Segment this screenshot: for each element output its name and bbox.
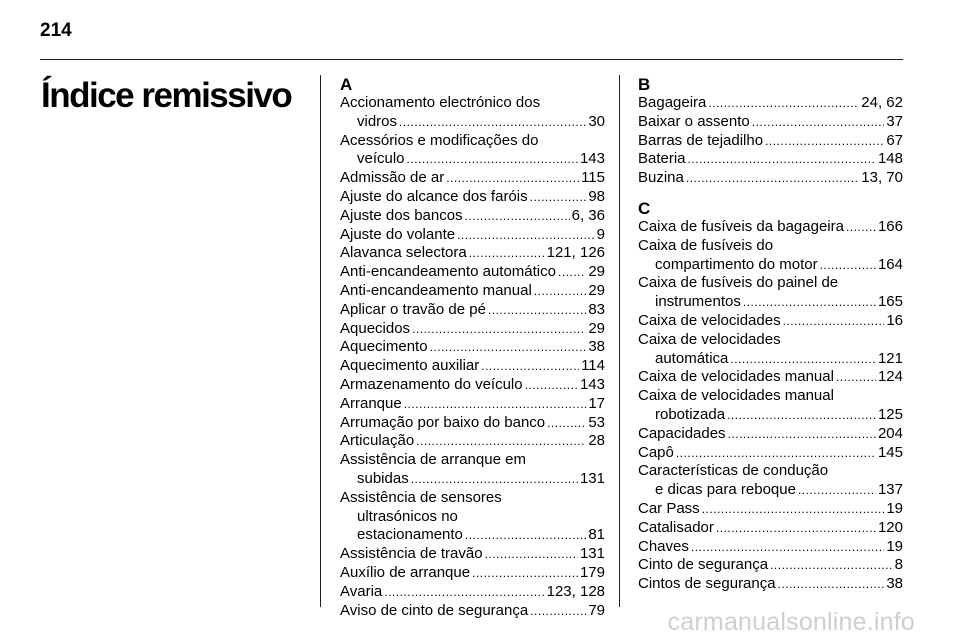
index-term: Assistência de travão	[340, 545, 483, 563]
dot-leader	[416, 432, 586, 451]
page-reference: 16	[886, 311, 903, 329]
index-entry	[340, 564, 605, 583]
index-entry	[638, 218, 903, 237]
page-reference: 120	[877, 518, 903, 536]
index-term: Caixa de fusíveis da bagageira	[638, 217, 844, 235]
index-term: Caixa de fusíveis do	[638, 236, 774, 254]
index-entry-line	[340, 320, 605, 339]
index-term: Aquecimento	[340, 338, 428, 356]
page-reference: 121	[877, 349, 903, 367]
index-entry	[638, 444, 903, 463]
index-entry	[638, 538, 903, 557]
index-entry	[638, 368, 903, 387]
index-term: Caixa de velocidades	[638, 311, 781, 329]
index-entry	[638, 500, 903, 519]
index-entry	[638, 169, 903, 188]
index-entry	[340, 301, 605, 320]
index-entry-line	[340, 451, 605, 470]
page-reference: 123, 128	[546, 582, 605, 600]
index-term: Aquecidos	[340, 319, 411, 337]
index-entry-line	[340, 94, 605, 113]
index-entry	[340, 338, 605, 357]
index-entry-line	[340, 564, 605, 583]
index-entry-line	[340, 207, 605, 226]
index-entry	[340, 169, 605, 188]
page-reference: 121, 126	[546, 244, 605, 262]
index-entry-line	[340, 508, 605, 527]
index-term: Articulação	[340, 432, 415, 450]
index-entry	[340, 414, 605, 433]
page-reference: 8	[894, 556, 903, 574]
index-term: Assistência de arranque em	[340, 451, 526, 469]
dot-leader	[485, 545, 578, 564]
index-term: Auxílio de arranque	[340, 563, 471, 581]
index-entry	[638, 556, 903, 575]
index-term: subidas	[357, 469, 409, 487]
column-divider-left	[320, 75, 321, 607]
index-term: instrumentos	[655, 293, 741, 311]
index-term: Assistência de sensores	[340, 488, 502, 506]
index-entry-line	[340, 357, 605, 376]
dot-leader	[783, 312, 885, 331]
index-term: compartimento do motor	[655, 255, 818, 273]
page-reference: 53	[588, 413, 605, 431]
index-term: Arrumação por baixo do banco	[340, 413, 546, 431]
index-term: Accionamento electrónico dos	[340, 94, 541, 111]
page-reference: 114	[581, 357, 605, 375]
page-reference: 148	[877, 150, 903, 168]
dot-leader	[708, 94, 859, 113]
index-term: Ajuste do volante	[340, 225, 456, 243]
page-reference: 38	[588, 338, 605, 356]
index-entry-line	[638, 575, 903, 594]
dot-leader	[820, 256, 876, 275]
index-entry-line	[638, 481, 903, 500]
index-entry-line	[340, 244, 605, 263]
index-entry-line	[638, 387, 903, 406]
index-entry-line	[340, 150, 605, 169]
index-entry-line	[638, 218, 903, 237]
dot-leader	[430, 338, 587, 357]
page-reference: 124	[877, 368, 903, 386]
index-term: Avaria	[340, 582, 383, 600]
index-term: Aplicar o travão de pé	[340, 300, 486, 318]
index-entry	[340, 432, 605, 451]
page-reference: 67	[886, 131, 903, 149]
index-entry-line	[638, 444, 903, 463]
index-entry-line	[340, 113, 605, 132]
index-entry-line	[638, 169, 903, 188]
index-entry-line	[340, 263, 605, 282]
page-reference: 98	[588, 187, 605, 205]
index-term: Chaves	[638, 537, 689, 555]
index-entry	[638, 94, 903, 113]
dot-leader	[743, 293, 876, 312]
index-entry-line	[340, 301, 605, 320]
index-entry-line	[340, 545, 605, 564]
index-entry-line	[638, 500, 903, 519]
index-term: vidros	[357, 112, 398, 130]
index-term: Anti-encandeamento manual	[340, 281, 532, 299]
dot-leader	[412, 320, 586, 339]
page-number: 214	[40, 20, 72, 41]
index-entry	[638, 113, 903, 132]
index-term: Caixa de fusíveis do painel de	[638, 274, 839, 292]
dot-leader	[836, 368, 876, 387]
index-entry-line	[340, 338, 605, 357]
index-entry	[340, 226, 605, 245]
index-term: Armazenamento do veículo	[340, 375, 523, 393]
index-entry	[638, 132, 903, 151]
index-term: Car Pass	[638, 499, 700, 517]
index-entry	[340, 376, 605, 395]
page-reference: 29	[588, 263, 605, 281]
page-reference: 38	[886, 575, 903, 593]
index-entry-line	[638, 312, 903, 331]
index-entry	[340, 489, 605, 545]
index-list-c	[638, 218, 903, 594]
index-entry-line	[638, 556, 903, 575]
index-entry	[638, 274, 903, 312]
index-term: veículo	[357, 150, 405, 168]
page-reference: 125	[877, 405, 903, 423]
index-entry	[340, 357, 605, 376]
dot-leader	[404, 395, 587, 414]
page-reference: 179	[579, 563, 605, 581]
index-entry	[638, 331, 903, 369]
page-reference: 145	[877, 443, 903, 461]
index-entry	[638, 519, 903, 538]
index-term: automática	[655, 349, 729, 367]
index-entry-line	[638, 331, 903, 350]
page-reference: 29	[588, 281, 605, 299]
dot-leader	[691, 538, 884, 557]
page-reference: 19	[886, 499, 903, 517]
index-term: robotizada	[655, 405, 726, 423]
page-reference: 143	[579, 375, 605, 393]
index-entry	[340, 602, 605, 621]
dot-leader	[686, 169, 859, 188]
index-term: Ajuste do alcance dos faróis	[340, 187, 528, 205]
index-entry-line	[638, 425, 903, 444]
section-letter-c: C	[638, 198, 651, 218]
page-reference: 143	[579, 150, 605, 168]
page-reference: 164	[877, 255, 903, 273]
dot-leader	[407, 150, 578, 169]
page-reference: 115	[581, 169, 605, 187]
index-entry	[638, 575, 903, 594]
index-entry-line	[340, 526, 605, 545]
index-entry-line	[638, 150, 903, 169]
page-reference: 131	[579, 545, 605, 563]
dot-leader	[481, 357, 579, 376]
dot-leader	[778, 575, 885, 594]
index-entry-line	[638, 132, 903, 151]
index-term: Bagageira	[638, 94, 707, 111]
index-entry	[340, 545, 605, 564]
page-reference: 37	[886, 112, 903, 130]
dot-leader	[730, 350, 876, 369]
dot-leader	[525, 376, 578, 395]
dot-leader	[530, 188, 587, 207]
dot-leader	[728, 425, 876, 444]
page-reference: 166	[877, 217, 903, 235]
section-letter-b: B	[638, 75, 651, 94]
index-term: Catalisador	[638, 518, 714, 536]
index-entry	[340, 451, 605, 489]
index-term: e dicas para reboque	[655, 481, 796, 499]
index-entry-line	[638, 256, 903, 275]
page-reference: 137	[877, 481, 903, 499]
index-list-b	[638, 94, 903, 188]
watermark: carmanualsonline.info	[667, 608, 915, 636]
index-term: Cinto de segurança	[638, 556, 769, 574]
index-entry	[340, 263, 605, 282]
page-reference: 9	[596, 225, 605, 243]
index-entry-line	[638, 350, 903, 369]
dot-leader	[688, 150, 876, 169]
index-entry	[638, 462, 903, 500]
dot-leader	[798, 481, 876, 500]
page-reference: 30	[588, 112, 605, 130]
index-entry-line	[340, 489, 605, 508]
index-entry-line	[638, 406, 903, 425]
dot-leader	[399, 113, 586, 132]
dot-leader	[530, 602, 586, 621]
index-term: Acessórios e modificações do	[340, 131, 539, 149]
index-entry-line	[638, 519, 903, 538]
index-entry-line	[340, 470, 605, 489]
dot-leader	[765, 132, 884, 151]
page-reference: 83	[588, 300, 605, 318]
page-reference: 204	[877, 424, 903, 442]
index-entry-line	[340, 602, 605, 621]
dot-leader	[446, 169, 579, 188]
page-reference: 28	[588, 432, 605, 450]
index-term: Buzina	[638, 169, 684, 187]
index-entry-line	[638, 462, 903, 481]
dot-leader	[469, 244, 545, 263]
page-reference: 131	[579, 469, 605, 487]
index-term: Características de condução	[638, 462, 829, 480]
dot-leader	[384, 583, 544, 602]
index-term: Caixa de velocidades manual	[638, 387, 834, 405]
dot-leader	[676, 444, 876, 463]
index-term: Caixa de velocidades manual	[638, 368, 834, 386]
index-entry	[340, 132, 605, 170]
index-term: Barras de tejadilho	[638, 131, 764, 149]
index-entry	[340, 320, 605, 339]
dot-leader	[472, 564, 578, 583]
index-entry-line	[340, 282, 605, 301]
index-term: Admissão de ar	[340, 169, 445, 187]
header-rule	[40, 59, 903, 60]
index-term: Aviso de cinto de segurança	[340, 601, 529, 619]
index-term: Bateria	[638, 150, 686, 168]
index-entry-line	[340, 414, 605, 433]
dot-leader	[770, 556, 893, 575]
index-term: Ajuste dos bancos	[340, 206, 463, 224]
dot-leader	[411, 470, 578, 489]
index-entry-line	[638, 538, 903, 557]
index-entry-line	[340, 376, 605, 395]
dot-leader	[727, 406, 876, 425]
dot-leader	[547, 414, 586, 433]
index-entry	[638, 425, 903, 444]
dot-leader	[846, 218, 876, 237]
dot-leader	[465, 526, 586, 545]
index-term: Capacidades	[638, 424, 726, 442]
index-entry	[340, 188, 605, 207]
index-entry-line	[340, 132, 605, 151]
page-reference: 6, 36	[571, 206, 605, 224]
index-entry-line	[638, 94, 903, 113]
index-term: Aquecimento auxiliar	[340, 357, 480, 375]
index-term: Arranque	[340, 394, 402, 412]
page-reference: 29	[588, 319, 605, 337]
dot-leader	[488, 301, 586, 320]
index-entry-line	[340, 169, 605, 188]
page-reference: 24, 62	[861, 94, 903, 111]
index-term: estacionamento	[357, 526, 463, 544]
index-entry	[638, 387, 903, 425]
dot-leader	[465, 207, 570, 226]
index-term: Baixar o assento	[638, 112, 750, 130]
dot-leader	[752, 113, 885, 132]
index-entry	[638, 237, 903, 275]
index-entry	[340, 583, 605, 602]
index-entry-line	[340, 432, 605, 451]
index-column-b	[638, 76, 903, 594]
index-term: Caixa de velocidades	[638, 330, 781, 348]
index-term: Cintos de segurança	[638, 575, 776, 593]
index-entry-line	[340, 188, 605, 207]
index-entry	[340, 207, 605, 226]
index-entry	[340, 395, 605, 414]
dot-leader	[702, 500, 885, 519]
index-entry-line	[638, 293, 903, 312]
index-entry	[340, 244, 605, 263]
index-term: ultrasónicos no	[357, 507, 458, 525]
page-reference: 81	[588, 526, 605, 544]
dot-leader	[558, 263, 586, 282]
index-title: Índice remissivo	[41, 76, 292, 115]
index-term: Alavanca selectora	[340, 244, 467, 262]
index-entry-line	[340, 395, 605, 414]
index-entry-line	[638, 237, 903, 256]
index-entry-line	[638, 274, 903, 293]
index-entry-line	[638, 368, 903, 387]
index-term: Capô	[638, 443, 674, 461]
index-entry-line	[340, 583, 605, 602]
index-entry	[340, 282, 605, 301]
index-term: Anti-encandeamento automático	[340, 263, 556, 281]
column-divider-right	[619, 75, 620, 607]
index-list-a	[340, 94, 605, 620]
dot-leader	[457, 226, 595, 245]
page-reference: 79	[588, 601, 605, 619]
page-reference: 13, 70	[861, 169, 903, 187]
index-column-a	[340, 76, 605, 620]
page-reference: 19	[886, 537, 903, 555]
page-reference: 17	[588, 394, 605, 412]
index-entry	[340, 94, 605, 132]
index-entry-line	[638, 113, 903, 132]
dot-leader	[534, 282, 587, 301]
page-reference: 165	[877, 293, 903, 311]
index-entry	[638, 312, 903, 331]
dot-leader	[716, 519, 876, 538]
section-letter-a: A	[340, 75, 353, 94]
index-entry-line	[340, 226, 605, 245]
index-entry	[638, 150, 903, 169]
